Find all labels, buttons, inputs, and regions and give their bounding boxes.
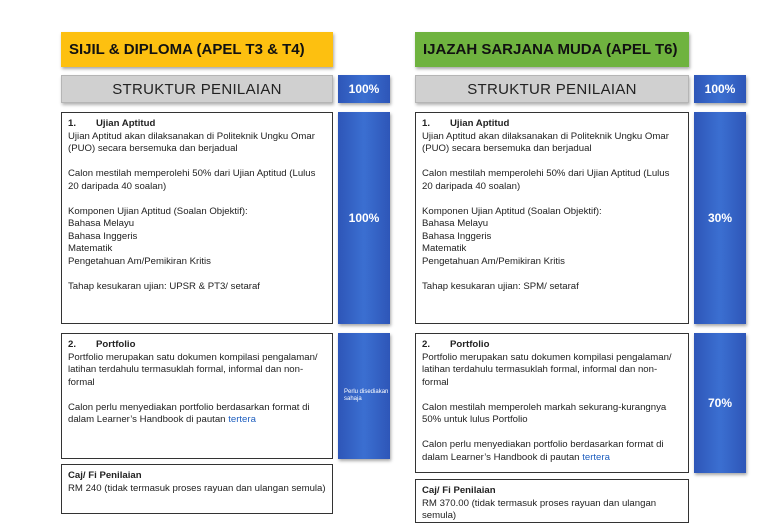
right-struktur-pct: 100% — [694, 75, 746, 103]
right-aptitud-komponen: Komponen Ujian Aptitud (Soalan Objektif): — [422, 205, 602, 217]
left-aptitud-box — [61, 112, 333, 324]
right-aptitud-pct: 30% — [694, 112, 746, 324]
left-fee-text: RM 240 (tidak termasuk proses rayuan dan ulangan semula) — [68, 482, 326, 494]
right-fee-text: RM 370.00 (tidak termasuk proses rayuan dan ulangan semula) — [422, 497, 657, 521]
left-portfolio-title: Portfolio — [96, 339, 136, 350]
left-aptitud-item: Bahasa Melayu — [68, 218, 135, 229]
left-portfolio-p2: Calon perlu menyediakan portfolio berdasarkan format di dalam Learner’s Handbook di pautan — [68, 401, 310, 425]
left-portfolio-pct: Perlu disediakan sahaja — [338, 333, 390, 459]
right-aptitud-item: Bahasa Melayu — [422, 218, 489, 229]
right-portfolio-pct: 70% — [694, 333, 746, 473]
left-fee-box — [61, 464, 333, 514]
left-header: SIJIL & DIPLOMA (APEL T3 & T4) — [61, 32, 333, 67]
left-aptitud-num: 1. — [68, 118, 77, 129]
left-fee-title: Caj/ Fi Penilaian — [68, 470, 142, 481]
left-aptitud-item: Matematik — [68, 243, 113, 254]
left-portfolio-box — [61, 333, 333, 459]
right-aptitud-box — [415, 112, 689, 324]
left-aptitud-pct: 100% — [338, 112, 390, 324]
right-aptitud-item: Matematik — [422, 243, 467, 254]
right-aptitud-p1: Ujian Aptitud akan dilaksanakan di Politeknik Ungku Omar (PUO) secara bersemuka dan berjadual — [422, 130, 669, 154]
left-struktur-pct: 100% — [338, 75, 390, 103]
left-aptitud-item: Bahasa Inggeris — [68, 230, 138, 242]
right-portfolio-p2: Calon mestilah memperoleh markah sekurang-kurangnya 50% untuk lulus Portfolio — [422, 401, 667, 425]
left-aptitud-item: Pengetahuan Am/Pemikiran Kritis — [68, 255, 211, 267]
left-portfolio-p1: Portfolio merupakan satu dokumen kompilasi pengalaman/ latihan terdahulu termasuklah formal, informal dan non-formal — [68, 351, 318, 388]
left-portfolio-link[interactable]: tertera — [228, 414, 256, 425]
right-portfolio-link[interactable]: tertera — [582, 451, 610, 463]
right-aptitud-title: Ujian Aptitud — [450, 118, 510, 129]
right-fee-box — [415, 479, 689, 523]
left-aptitud-title: Ujian Aptitud — [96, 118, 156, 129]
right-aptitud-tahap: Tahap kesukaran ujian: SPM/ setaraf — [422, 280, 579, 292]
left-aptitud-p2: Calon mestilah memperolehi 50% dari Ujian Aptitud (Lulus 20 daripada 40 soalan) — [68, 168, 316, 192]
left-aptitud-p1: Ujian Aptitud akan dilaksanakan di Politeknik Ungku Omar (PUO) secara bersemuka dan berjadual — [68, 130, 315, 154]
right-header: IJAZAH SARJANA MUDA (APEL T6) — [415, 32, 689, 67]
right-portfolio-num: 2. — [422, 339, 431, 350]
left-aptitud-komponen: Komponen Ujian Aptitud (Soalan Objektif): — [68, 205, 248, 217]
right-aptitud-item: Bahasa Inggeris — [422, 230, 492, 242]
right-aptitud-p2: Calon mestilah memperolehi 50% dari Ujian Aptitud (Lulus 20 daripada 40 soalan) — [422, 168, 670, 192]
right-fee-title: Caj/ Fi Penilaian — [422, 485, 496, 496]
right-portfolio-p1: Portfolio merupakan satu dokumen kompilasi pengalaman/ latihan terdahulu termasuklah formal, informal dan non-formal — [422, 351, 672, 388]
left-aptitud-tahap: Tahap kesukaran ujian: UPSR & PT3/ setaraf — [68, 280, 260, 292]
left-struktur-title: STRUKTUR PENILAIAN — [61, 75, 333, 103]
right-struktur-title: STRUKTUR PENILAIAN — [415, 75, 689, 103]
right-aptitud-num: 1. — [422, 118, 431, 129]
right-aptitud-item: Pengetahuan Am/Pemikiran Kritis — [422, 255, 565, 267]
left-portfolio-num: 2. — [68, 339, 77, 350]
right-portfolio-p3: Calon perlu menyediakan portfolio berdasarkan format di dalam Learner’s Handbook di pautan — [422, 439, 664, 463]
right-portfolio-box — [415, 333, 689, 473]
right-portfolio-title: Portfolio — [450, 339, 490, 350]
